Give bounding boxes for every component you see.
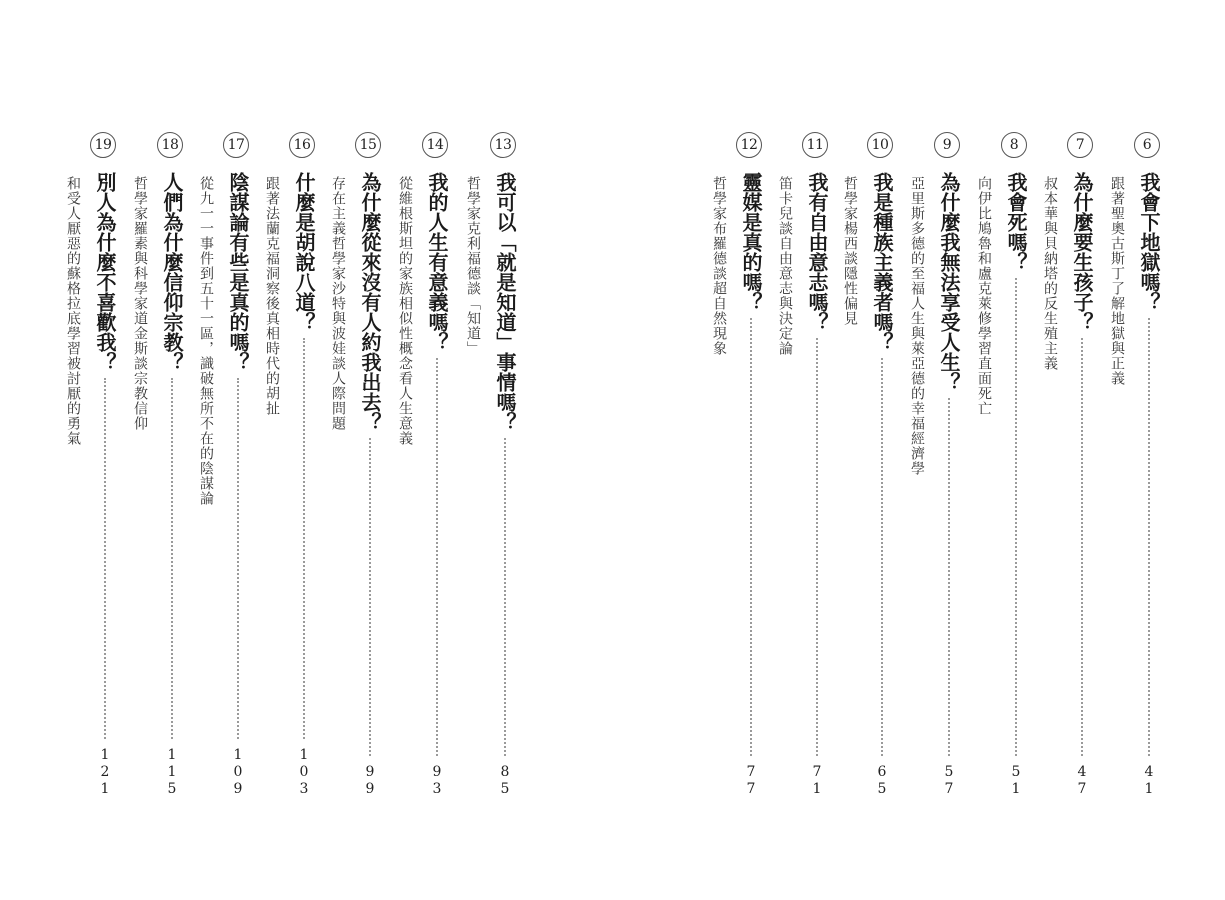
page-number: 121 xyxy=(97,747,113,798)
chapter-title: 為什麼要生孩子？ xyxy=(1070,172,1094,332)
toc-entry-13[interactable] xyxy=(465,132,554,798)
chapter-title: 我有自由意志嗎？ xyxy=(805,172,829,332)
toc-entry-8[interactable] xyxy=(976,132,1065,798)
chapter-subtitle: 跟著聖奧古斯丁了解地獄與正義 xyxy=(1109,176,1125,386)
title-row xyxy=(867,172,897,798)
dot-leader xyxy=(237,378,239,739)
chapter-title: 別人為什麼不喜歡我？ xyxy=(93,172,117,372)
chapter-subtitle: 哲學家布羅德談超自然現象 xyxy=(711,176,727,356)
chapter-subtitle: 哲學家克利福德談「知道」 xyxy=(465,176,481,356)
chapter-number: 10 xyxy=(867,132,893,158)
chapter-subtitle: 跟著法蘭克福洞察後真相時代的胡扯 xyxy=(264,176,280,416)
chapter-number: 19 xyxy=(90,132,116,158)
toc-entry-7[interactable] xyxy=(1042,132,1131,798)
chapter-title: 我可以「就是知道」事情嗎？ xyxy=(493,172,517,432)
chapter-subtitle: 向伊比鳩魯和盧克萊修學習直面死亡 xyxy=(976,176,992,416)
dot-leader xyxy=(436,358,438,756)
title-row xyxy=(1067,172,1097,798)
dot-leader xyxy=(369,438,371,756)
chapter-title: 靈媒是真的嗎？ xyxy=(739,172,763,312)
chapter-subtitle: 笛卡兒談自由意志與決定論 xyxy=(777,176,793,356)
page-number: 85 xyxy=(497,764,513,798)
dot-leader xyxy=(948,398,950,756)
left-page xyxy=(0,0,612,900)
chapter-number: 14 xyxy=(422,132,448,158)
toc-entry-15[interactable] xyxy=(330,132,419,798)
chapter-number: 12 xyxy=(736,132,762,158)
right-page xyxy=(612,0,1225,900)
title-row xyxy=(157,172,187,798)
chapter-subtitle: 從九一一事件到五十一區，識破無所不在的陰謀論 xyxy=(198,176,214,506)
dot-leader xyxy=(750,318,752,756)
title-row xyxy=(223,172,253,798)
chapter-title: 什麼是胡說八道？ xyxy=(292,172,316,332)
chapter-title: 為什麼從來沒有人約我出去？ xyxy=(358,172,382,432)
page-number: 99 xyxy=(362,764,378,798)
toc-entry-11[interactable] xyxy=(777,132,866,798)
chapter-title: 陰謀論有些是真的嗎？ xyxy=(226,172,250,372)
chapter-number: 15 xyxy=(355,132,381,158)
page-number: 57 xyxy=(941,764,957,798)
dot-leader xyxy=(1148,318,1150,756)
page-number: 65 xyxy=(874,764,890,798)
toc-entry-17[interactable] xyxy=(198,132,287,798)
chapter-title: 我會死嗎？ xyxy=(1004,172,1028,272)
page-number: 41 xyxy=(1141,764,1157,798)
chapter-title: 人們為什麼信仰宗教？ xyxy=(160,172,184,372)
chapter-subtitle: 哲學家楊西談隱性偏見 xyxy=(842,176,858,326)
toc-entry-16[interactable] xyxy=(264,132,353,798)
chapter-subtitle: 和受人厭惡的蘇格拉底學習被討厭的勇氣 xyxy=(65,176,81,446)
title-row xyxy=(1134,172,1164,798)
chapter-number: 7 xyxy=(1067,132,1093,158)
chapter-number: 9 xyxy=(934,132,960,158)
dot-leader xyxy=(171,378,173,739)
title-row xyxy=(934,172,964,798)
chapter-number: 17 xyxy=(223,132,249,158)
title-row xyxy=(736,172,766,798)
dot-leader xyxy=(303,338,305,739)
chapter-subtitle: 存在主義哲學家沙特與波娃談人際問題 xyxy=(330,176,346,431)
chapter-number: 13 xyxy=(490,132,516,158)
dot-leader xyxy=(816,338,818,756)
dot-leader xyxy=(1015,278,1017,756)
chapter-number: 8 xyxy=(1001,132,1027,158)
page-number: 77 xyxy=(743,764,759,798)
chapter-number: 18 xyxy=(157,132,183,158)
page-number: 51 xyxy=(1008,764,1024,798)
chapter-number: 16 xyxy=(289,132,315,158)
toc-entry-14[interactable] xyxy=(397,132,486,798)
title-row xyxy=(1001,172,1031,798)
dot-leader xyxy=(881,358,883,756)
chapter-title: 我的人生有意義嗎？ xyxy=(425,172,449,352)
chapter-subtitle: 從維根斯坦的家族相似性概念看人生意義 xyxy=(397,176,413,446)
toc-entry-19[interactable] xyxy=(65,132,154,798)
page-number: 103 xyxy=(296,747,312,798)
chapter-subtitle: 哲學家羅素與科學家道金斯談宗教信仰 xyxy=(132,176,148,431)
chapter-title: 為什麼我無法享受人生？ xyxy=(937,172,961,392)
title-row xyxy=(422,172,452,798)
chapter-subtitle: 叔本華與貝納塔的反生殖主義 xyxy=(1042,176,1058,371)
page-number: 47 xyxy=(1074,764,1090,798)
page-number: 71 xyxy=(809,764,825,798)
title-row xyxy=(355,172,385,798)
dot-leader xyxy=(104,378,106,739)
page-number: 115 xyxy=(164,747,180,798)
page-number: 109 xyxy=(230,747,246,798)
title-row xyxy=(802,172,832,798)
dot-leader xyxy=(504,438,506,756)
toc-entry-18[interactable] xyxy=(132,132,221,798)
title-row xyxy=(490,172,520,798)
page-number: 93 xyxy=(429,764,445,798)
toc-entry-9[interactable] xyxy=(909,132,998,798)
dot-leader xyxy=(1081,338,1083,756)
title-row xyxy=(289,172,319,798)
toc-entry-10[interactable] xyxy=(842,132,931,798)
chapter-number: 6 xyxy=(1134,132,1160,158)
title-row xyxy=(90,172,120,798)
chapter-title: 我會下地獄嗎？ xyxy=(1137,172,1161,312)
toc-entry-12[interactable] xyxy=(711,132,800,798)
chapter-number: 11 xyxy=(802,132,828,158)
chapter-title: 我是種族主義者嗎？ xyxy=(870,172,894,352)
toc-entry-6[interactable] xyxy=(1109,132,1198,798)
chapter-subtitle: 亞里斯多德的至福人生與萊亞德的幸福經濟學 xyxy=(909,176,925,476)
